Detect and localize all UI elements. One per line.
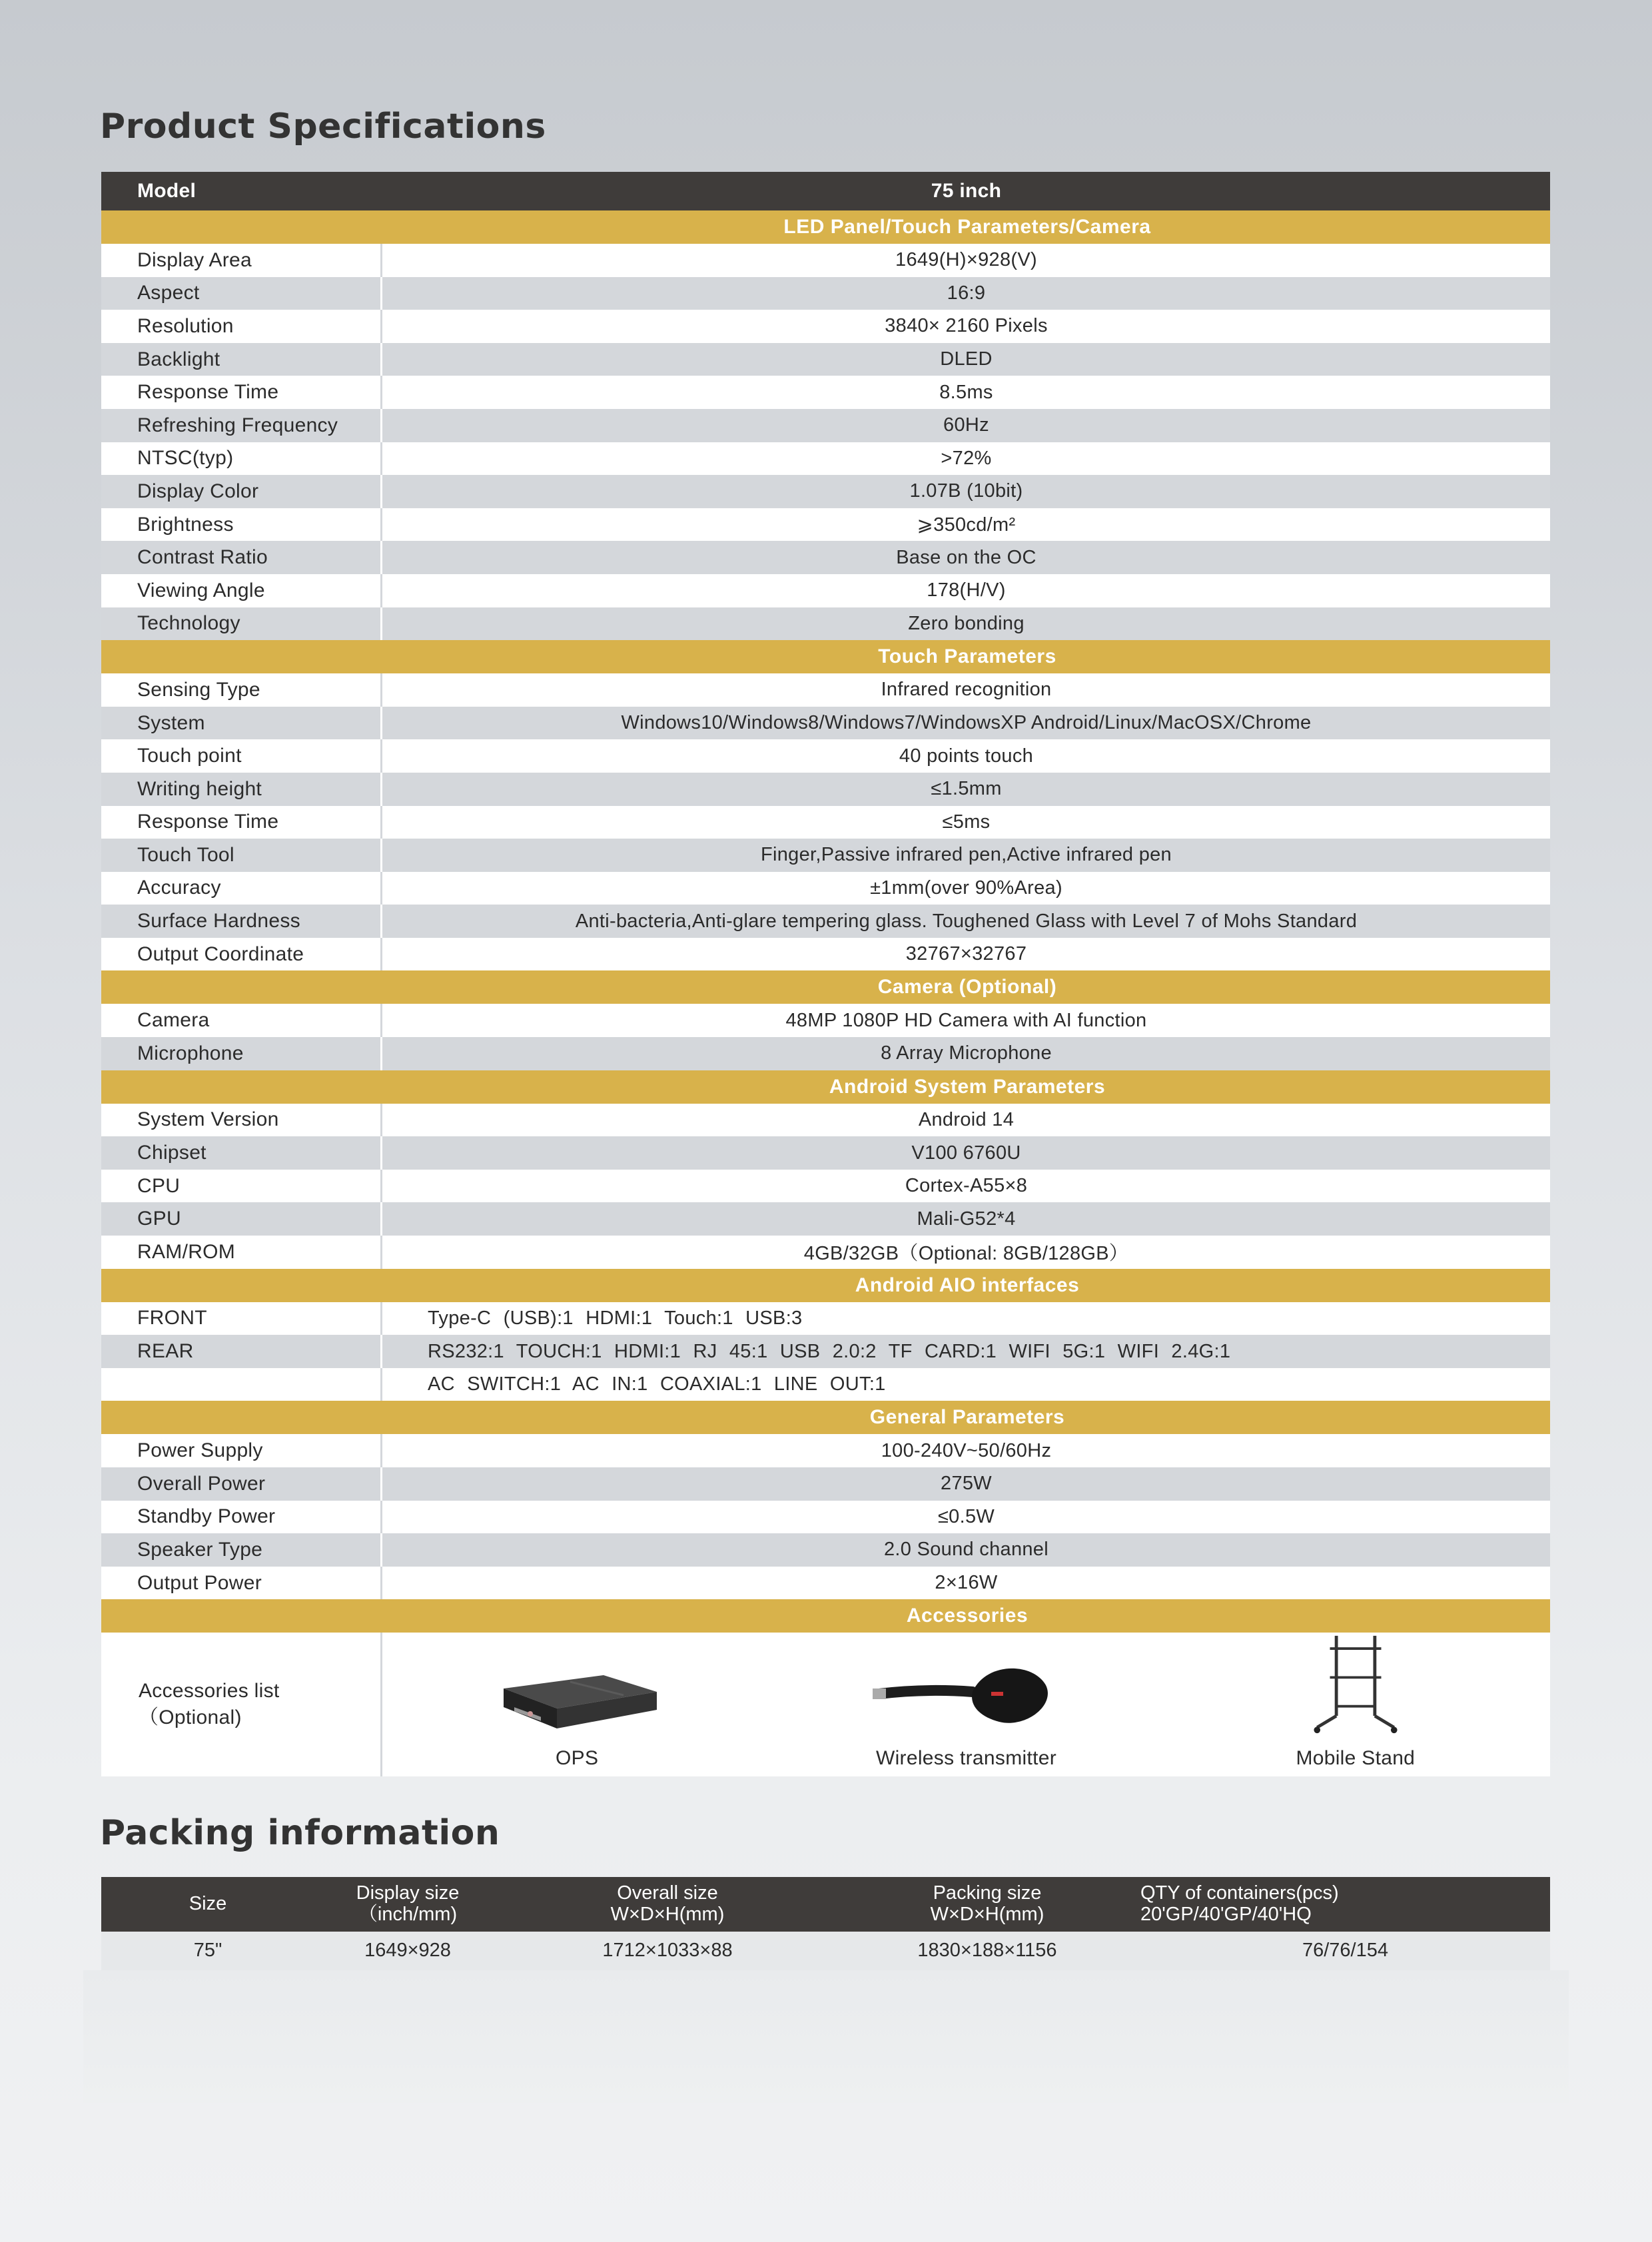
spec-row xyxy=(101,1501,1550,1534)
spec-row xyxy=(101,343,1550,376)
section-camera xyxy=(101,970,1550,1004)
spec-label: Refreshing Frequency xyxy=(101,409,382,442)
spec-row xyxy=(101,806,1550,839)
section-android xyxy=(101,1070,1550,1104)
accessories-label-line1: Accessories list xyxy=(139,1679,280,1702)
accessories-label-line2: （Optional) xyxy=(139,1706,242,1729)
spec-label: Writing height xyxy=(101,773,382,806)
spec-row xyxy=(101,1004,1550,1037)
mobile-stand-icon xyxy=(1309,1633,1402,1735)
spec-label: Speaker Type xyxy=(101,1533,382,1567)
section-title: Camera (Optional) xyxy=(877,976,1057,998)
spec-label: Response Time xyxy=(101,806,382,839)
spec-value: DLED xyxy=(940,348,993,370)
spec-row xyxy=(101,739,1550,773)
section-title: Touch Parameters xyxy=(878,645,1056,668)
spec-label: NTSC(typ) xyxy=(101,442,382,476)
spec-value: 4GB/32GB（Optional: 8GB/128GB） xyxy=(803,1243,1129,1265)
spec-row xyxy=(101,1037,1550,1070)
spec-label: Chipset xyxy=(101,1136,382,1170)
spec-row xyxy=(101,508,1550,542)
spec-row xyxy=(101,1533,1550,1567)
packing-cell: 75" xyxy=(193,1940,222,1962)
spec-value: Base on the OC xyxy=(896,546,1036,568)
accessory-name: Mobile Stand xyxy=(1296,1747,1416,1770)
accessories-label xyxy=(101,1633,382,1776)
accessory-name: Wireless transmitter xyxy=(875,1747,1057,1770)
section-touch xyxy=(101,640,1550,673)
packing-title: Packing information xyxy=(100,1813,500,1853)
spec-value: ⩾350cd/m² xyxy=(917,514,1016,536)
packing-cell: 76/76/154 xyxy=(1302,1940,1388,1962)
spec-label: Viewing Angle xyxy=(101,574,382,607)
spec-value: Windows10/Windows8/Windows7/WindowsXP Android/Linux/MacOSX/Chrome xyxy=(621,712,1312,734)
section-led-panel xyxy=(101,210,1550,244)
spec-row xyxy=(101,376,1550,409)
spec-row xyxy=(101,1434,1550,1467)
spec-header-row xyxy=(101,172,1550,210)
spec-label: Brightness xyxy=(101,508,382,542)
spec-row xyxy=(101,839,1550,872)
accessory-mobile-stand xyxy=(1161,1633,1550,1776)
spec-value: 60Hz xyxy=(943,414,989,436)
android-rows xyxy=(101,1104,1550,1269)
spec-row xyxy=(101,442,1550,476)
spec-label: Display Color xyxy=(101,475,382,508)
spec-row xyxy=(101,277,1550,310)
accessory-ops xyxy=(382,1633,771,1776)
spec-value: 40 points touch xyxy=(899,745,1034,767)
section-title: LED Panel/Touch Parameters/Camera xyxy=(783,216,1151,238)
spec-label xyxy=(101,1368,382,1401)
spec-label: CPU xyxy=(101,1170,382,1203)
general-rows xyxy=(101,1434,1550,1599)
spec-label: Accuracy xyxy=(101,872,382,905)
spec-value: ≤1.5mm xyxy=(931,778,1002,800)
spec-value: 32767×32767 xyxy=(905,943,1027,965)
spec-value: V100 6760U xyxy=(911,1142,1021,1164)
accessory-wireless-transmitter xyxy=(771,1633,1160,1776)
spec-label: Overall Power xyxy=(101,1467,382,1501)
section-title: Accessories xyxy=(906,1605,1029,1627)
spec-value: Mali-G52*4 xyxy=(917,1208,1016,1230)
spec-row xyxy=(101,574,1550,607)
spec-row xyxy=(101,905,1550,938)
spec-row xyxy=(101,1467,1550,1501)
spec-label: System xyxy=(101,707,382,740)
section-aio xyxy=(101,1269,1550,1302)
model-label: Model xyxy=(137,180,197,202)
spec-value: 2×16W xyxy=(935,1572,998,1594)
spec-label: Technology xyxy=(101,607,382,641)
spec-value: 16:9 xyxy=(947,282,986,304)
spec-value: 100-240V~50/60Hz xyxy=(881,1439,1052,1461)
spec-value: ±1mm(over 90%Area) xyxy=(870,877,1062,899)
wireless-transmitter-icon xyxy=(873,1655,1059,1735)
packing-table xyxy=(101,1877,1550,1970)
spec-value: 2.0 Sound channel xyxy=(884,1539,1048,1561)
camera-rows xyxy=(101,1004,1550,1070)
spec-label: Output Power xyxy=(101,1567,382,1600)
spec-value: Android 14 xyxy=(918,1108,1015,1130)
spec-row xyxy=(101,1335,1550,1368)
spec-label: Response Time xyxy=(101,376,382,409)
spec-row xyxy=(101,1136,1550,1170)
spec-value: 48MP 1080P HD Camera with AI function xyxy=(785,1009,1147,1031)
packing-cell: 1712×1033×88 xyxy=(602,1940,733,1962)
spec-label: REAR xyxy=(101,1335,382,1368)
spec-value: 8.5ms xyxy=(939,381,993,403)
spec-value: 1649(H)×928(V) xyxy=(895,249,1037,271)
spec-value: AC SWITCH:1 AC IN:1 COAXIAL:1 LINE OUT:1 xyxy=(428,1373,886,1395)
section-general xyxy=(101,1401,1550,1434)
spec-label: Backlight xyxy=(101,343,382,376)
spec-label: Microphone xyxy=(101,1037,382,1070)
spec-row xyxy=(101,475,1550,508)
spec-value: 1.07B (10bit) xyxy=(909,480,1023,502)
spec-value: 275W xyxy=(941,1473,992,1495)
section-accessories xyxy=(101,1599,1550,1633)
packing-header-row xyxy=(101,1877,1550,1932)
spec-value: Cortex-A55×8 xyxy=(905,1175,1028,1197)
ops-box-icon xyxy=(490,1662,663,1735)
packing-header-overall-size: Overall size W×D×H(mm) xyxy=(610,1882,725,1925)
spec-value: Infrared recognition xyxy=(881,679,1052,701)
spec-label: Power Supply xyxy=(101,1434,382,1467)
section-title: Android System Parameters xyxy=(829,1075,1106,1098)
spec-row xyxy=(101,1567,1550,1600)
spec-value: 8 Array Microphone xyxy=(881,1042,1052,1064)
packing-cell: 1649×928 xyxy=(364,1940,451,1962)
spec-value: RS232:1 TOUCH:1 HDMI:1 RJ 45:1 USB 2.0:2 TF CARD:1 WIFI 5G:1 WIFI 2.4G:1 xyxy=(428,1340,1231,1362)
touch-rows xyxy=(101,673,1550,970)
packing-row xyxy=(101,1932,1550,1970)
spec-label: Resolution xyxy=(101,310,382,343)
spec-label: Touch point xyxy=(101,739,382,773)
spec-label: FRONT xyxy=(101,1302,382,1335)
spec-row xyxy=(101,1104,1550,1137)
spec-row xyxy=(101,607,1550,641)
spec-row xyxy=(101,244,1550,277)
spec-label: Camera xyxy=(101,1004,382,1037)
packing-header-packing-size: Packing size W×D×H(mm) xyxy=(930,1882,1044,1925)
spec-label: System Version xyxy=(101,1104,382,1137)
spec-label: Aspect xyxy=(101,277,382,310)
spec-row xyxy=(101,1170,1550,1203)
packing-cell: 1830×188×1156 xyxy=(917,1940,1057,1962)
spec-label: Contrast Ratio xyxy=(101,541,382,574)
spec-row xyxy=(101,1202,1550,1236)
spec-row xyxy=(101,1302,1550,1335)
spec-label: Display Area xyxy=(101,244,382,277)
spec-value: Anti-bacteria,Anti-glare tempering glass. Toughened Glass with Level 7 of Mohs Standard xyxy=(575,910,1358,932)
spec-row xyxy=(101,673,1550,707)
spec-value: 3840× 2160 Pixels xyxy=(885,315,1048,337)
spec-row xyxy=(101,1368,1550,1401)
spec-row xyxy=(101,310,1550,343)
spec-label: GPU xyxy=(101,1202,382,1236)
spec-value: Finger,Passive infrared pen,Active infrared pen xyxy=(761,844,1172,866)
packing-background xyxy=(83,1970,1569,2103)
aio-rows xyxy=(101,1302,1550,1401)
spec-label: Sensing Type xyxy=(101,673,382,707)
accessories-row xyxy=(101,1633,1550,1776)
spec-label: Output Coordinate xyxy=(101,938,382,971)
section-title: Android AIO interfaces xyxy=(855,1274,1080,1296)
spec-label: Surface Hardness xyxy=(101,905,382,938)
spec-row xyxy=(101,409,1550,442)
spec-value: 178(H/V) xyxy=(927,579,1006,601)
led-rows xyxy=(101,244,1550,640)
model-value: 75 inch xyxy=(931,180,1002,202)
spec-row xyxy=(101,1236,1550,1269)
spec-row xyxy=(101,773,1550,806)
spec-row xyxy=(101,938,1550,971)
spec-label: Touch Tool xyxy=(101,839,382,872)
packing-header-display-size: Display size （inch/mm) xyxy=(356,1882,460,1925)
spec-value: Zero bonding xyxy=(908,612,1025,634)
spec-value: >72% xyxy=(941,447,992,469)
spec-table xyxy=(101,172,1550,1776)
spec-label: Standby Power xyxy=(101,1501,382,1534)
spec-value: ≤0.5W xyxy=(937,1505,995,1527)
spec-value: ≤5ms xyxy=(942,811,991,833)
spec-row xyxy=(101,707,1550,740)
spec-label: RAM/ROM xyxy=(101,1236,382,1269)
packing-header-size: Size xyxy=(189,1893,227,1915)
section-title: General Parameters xyxy=(869,1406,1065,1429)
accessory-name: OPS xyxy=(556,1747,599,1770)
page-title: Product Specifications xyxy=(100,107,546,147)
spec-row xyxy=(101,541,1550,574)
spec-value: Type-C (USB):1 HDMI:1 Touch:1 USB:3 xyxy=(428,1307,803,1329)
packing-header-qty: QTY of containers(pcs) 20'GP/40'GP/40'HQ xyxy=(1140,1882,1339,1925)
spec-row xyxy=(101,872,1550,905)
